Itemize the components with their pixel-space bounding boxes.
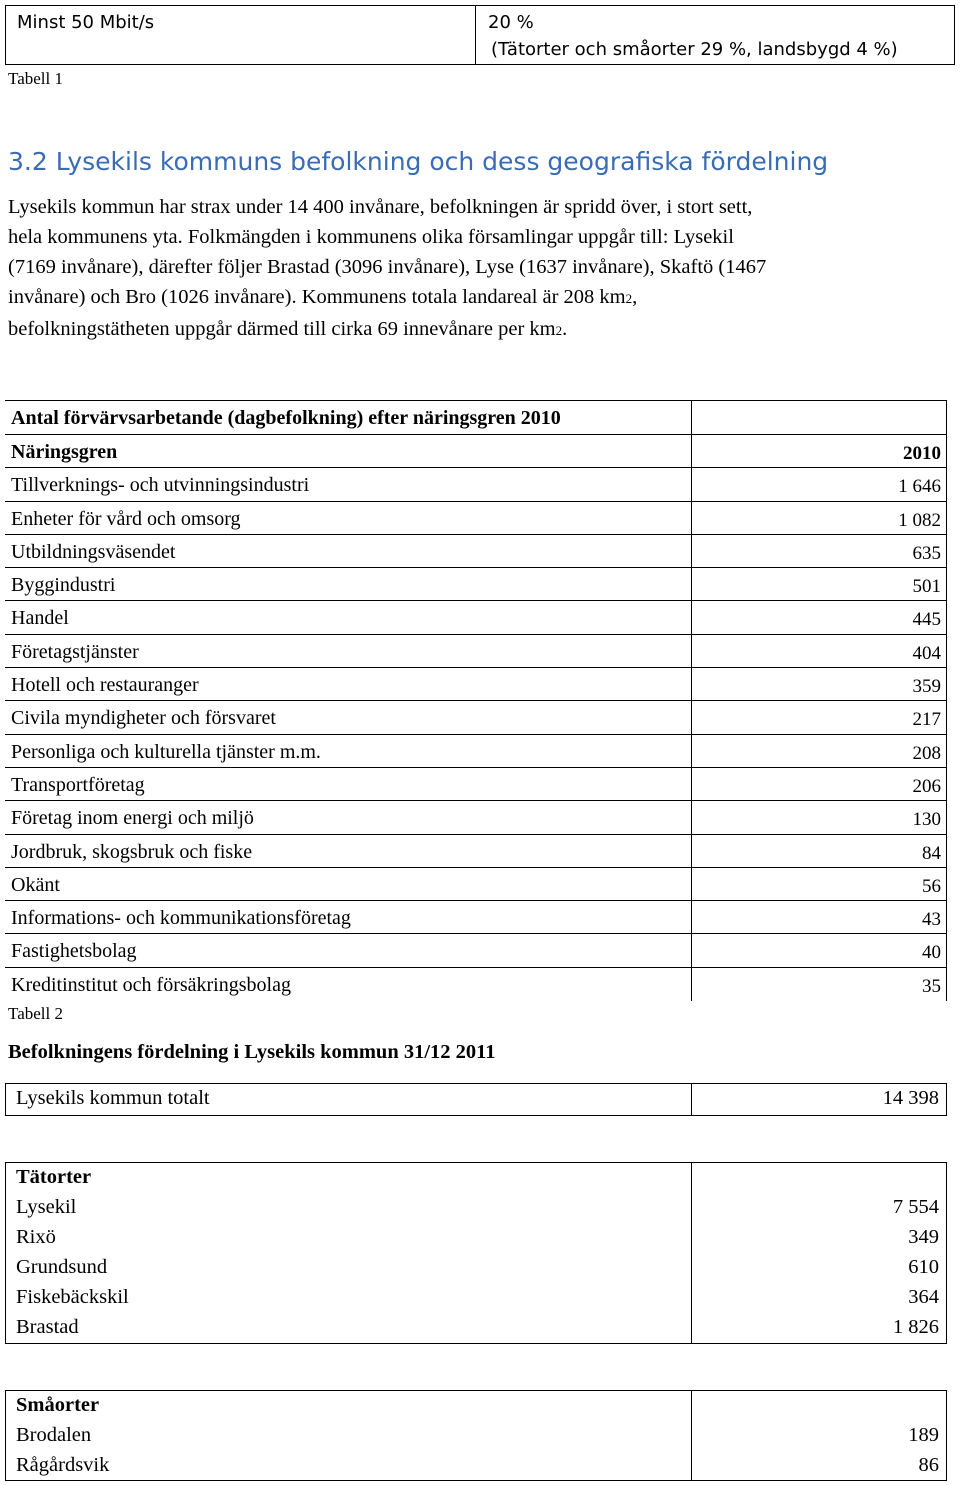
place-name: Brodalen	[16, 1424, 92, 1446]
paragraph-line: befolkningstätheten uppgår därmed till cirka 69 innevånare per km2.	[8, 318, 568, 340]
table-row	[5, 502, 947, 535]
employment-table	[5, 400, 947, 1001]
place-name: Lysekil	[16, 1196, 77, 1218]
industry-value: 445	[912, 609, 941, 631]
industry-label: Transportföretag	[11, 773, 145, 796]
population-total-value: 14 398	[882, 1087, 939, 1109]
population-total-row	[6, 1084, 946, 1114]
table-row	[5, 901, 947, 934]
place-population: 7 554	[892, 1196, 939, 1218]
table1-caption: Tabell 1	[8, 69, 63, 88]
tatorter-table	[5, 1162, 947, 1344]
bandwidth-value: 20 %	[488, 12, 534, 33]
industry-label: Enheter för vård och omsorg	[11, 507, 241, 530]
population-total-table	[5, 1083, 947, 1116]
place-name: Rixö	[16, 1226, 56, 1248]
industry-value: 206	[912, 775, 941, 797]
table-row	[5, 835, 947, 868]
place-name: Rågårdsvik	[16, 1454, 110, 1476]
tatorter-header: Tätorter	[16, 1166, 92, 1188]
industry-value: 40	[922, 942, 941, 964]
industry-value: 130	[912, 809, 941, 831]
industry-value: 635	[912, 542, 941, 564]
industry-label: Fastighetsbolag	[11, 940, 137, 963]
place-population: 349	[908, 1226, 939, 1248]
industry-value: 359	[912, 676, 941, 698]
place-population: 364	[908, 1286, 939, 1308]
industry-value: 404	[912, 642, 941, 664]
paragraph-line: hela kommunens yta. Folkmängden i kommunens olika församlingar uppgår till: Lysekil	[8, 226, 734, 248]
list-item	[6, 1421, 946, 1451]
industry-value: 1 082	[898, 509, 941, 531]
industry-label: Handel	[11, 607, 69, 630]
industry-value: 84	[922, 842, 941, 864]
section-heading: 3.2 Lysekils kommuns befolkning och dess geografiska fördelning	[8, 147, 829, 176]
industry-label: Tillverknings- och utvinningsindustri	[11, 474, 310, 497]
industry-label: Okänt	[11, 873, 60, 896]
bandwidth-label-cell	[6, 6, 476, 64]
smaorter-header: Småorter	[16, 1394, 100, 1416]
industry-value: 35	[922, 975, 941, 997]
bandwidth-label: Minst 50 Mbit/s	[17, 12, 155, 33]
column-header-year: 2010	[903, 443, 941, 464]
section-paragraph	[8, 192, 958, 346]
paragraph-line: invånare) och Bro (1026 invånare). Kommunens totala landareal är 208 km2,	[8, 286, 638, 308]
list-item	[6, 1193, 946, 1223]
list-item	[6, 1313, 946, 1343]
table-row	[5, 868, 947, 901]
place-population: 86	[918, 1454, 939, 1476]
population-total-label: Lysekils kommun totalt	[16, 1087, 210, 1109]
industry-label: Kreditinstitut och försäkringsbolag	[11, 973, 291, 996]
list-item	[6, 1253, 946, 1283]
place-name: Brastad	[16, 1316, 79, 1338]
industry-label: Informations- och kommunikationsföretag	[11, 907, 351, 930]
table-row	[5, 934, 947, 967]
table-row	[5, 468, 947, 501]
population-title: Befolkningens fördelning i Lysekils kommun 31/12 2011	[8, 1041, 496, 1063]
table-row	[5, 968, 947, 1001]
employment-table-title: Antal förvärvsarbetande (dagbefolkning) efter näringsgren 2010	[11, 407, 561, 429]
tatorter-header-row	[6, 1163, 946, 1193]
table2-caption: Tabell 2	[8, 1004, 63, 1023]
place-population: 1 826	[892, 1316, 939, 1338]
smaorter-header-row	[6, 1391, 946, 1421]
employment-header-row	[5, 435, 947, 468]
table-row	[5, 801, 947, 834]
table-row	[5, 768, 947, 801]
industry-value: 501	[912, 576, 941, 598]
table-row	[5, 635, 947, 668]
bandwidth-breakdown: (Tätorter och småorter 29 %, landsbygd 4 %)	[491, 39, 898, 60]
place-population: 610	[908, 1256, 939, 1278]
industry-label: Civila myndigheter och försvaret	[11, 707, 276, 730]
industry-label: Företagstjänster	[11, 640, 139, 663]
column-header-industry: Näringsgren	[11, 441, 118, 463]
industry-label: Företag inom energi och miljö	[11, 807, 254, 830]
table-row	[5, 701, 947, 734]
table-row	[5, 668, 947, 701]
place-name: Grundsund	[16, 1256, 108, 1278]
industry-label: Personliga och kulturella tjänster m.m.	[11, 740, 321, 763]
table-row	[5, 601, 947, 634]
industry-value: 43	[922, 909, 941, 931]
place-population: 189	[908, 1424, 939, 1446]
industry-label: Byggindustri	[11, 574, 116, 597]
industry-value: 208	[912, 742, 941, 764]
industry-value: 217	[912, 709, 941, 731]
table-row	[5, 568, 947, 601]
table-row	[5, 535, 947, 568]
industry-label: Jordbruk, skogsbruk och fiske	[11, 840, 253, 863]
bandwidth-table	[5, 5, 955, 65]
place-name: Fiskebäckskil	[16, 1286, 129, 1308]
list-item	[6, 1451, 946, 1481]
industry-label: Utbildningsväsendet	[11, 540, 176, 563]
paragraph-line: Lysekils kommun har strax under 14 400 invånare, befolkningen är spridd över, i stort sett,	[8, 196, 753, 218]
paragraph-line: (7169 invånare), därefter följer Brastad (3096 invånare), Lyse (1637 invånare), Skaftö (1467	[8, 256, 767, 278]
table-row	[5, 735, 947, 768]
list-item	[6, 1223, 946, 1253]
list-item	[6, 1283, 946, 1313]
employment-table-title-row	[5, 400, 947, 435]
industry-value: 1 646	[898, 476, 941, 498]
industry-value: 56	[922, 875, 941, 897]
smaorter-table	[5, 1390, 947, 1481]
industry-label: Hotell och restauranger	[11, 674, 199, 697]
